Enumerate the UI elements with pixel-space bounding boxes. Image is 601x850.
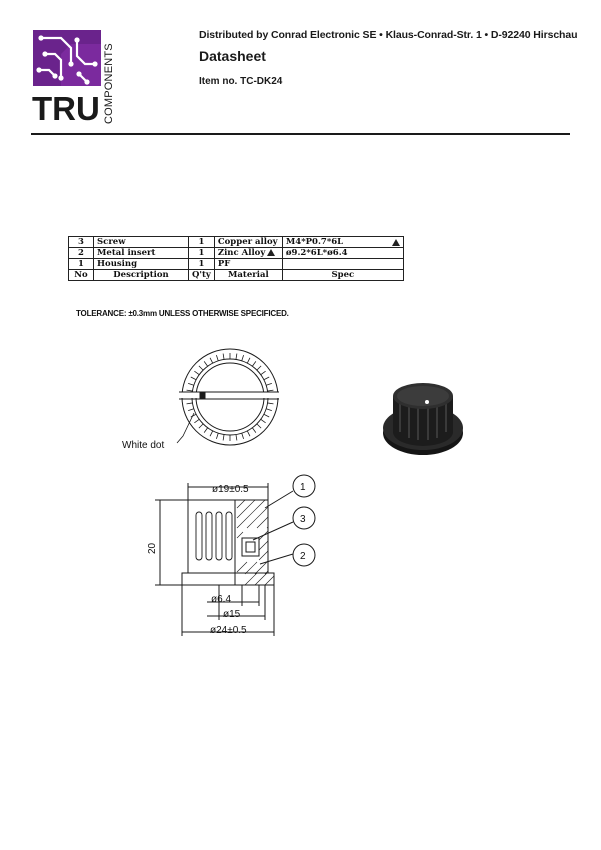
table-row <box>69 237 404 248</box>
logo-tagline: COMPONENTS <box>103 43 115 124</box>
bill-of-materials-table <box>68 236 404 281</box>
knurl-line <box>210 358 213 363</box>
cell-material: PF <box>214 259 282 270</box>
knurl-line <box>216 433 218 439</box>
knurl-line <box>242 433 244 439</box>
dimension-insert-diameter: ø6.4 <box>211 594 232 605</box>
knurl-line <box>236 354 237 360</box>
header-description: Description <box>94 270 189 281</box>
knurl-line <box>257 366 261 370</box>
dimension-height: 20 <box>147 542 158 554</box>
callout-2: 2 <box>300 551 306 562</box>
knurl-line <box>268 403 274 404</box>
knurl-line <box>191 377 196 380</box>
knurl-line <box>252 428 256 433</box>
knurl-line <box>257 424 261 428</box>
logo-graphic <box>31 30 131 126</box>
knurl-line <box>204 361 208 366</box>
cell-description: Screw <box>94 237 189 248</box>
cell-qty: 1 <box>189 259 215 270</box>
knurl-line <box>236 435 237 441</box>
knurl-line <box>216 355 218 361</box>
tru-components-logo <box>31 30 131 126</box>
product-photo <box>378 376 468 462</box>
cell-spec <box>282 237 403 248</box>
knurl-line <box>187 390 193 391</box>
knurl-line <box>199 366 203 370</box>
knurl-line <box>261 371 266 375</box>
top-view <box>177 349 281 445</box>
header-material: Material <box>214 270 282 281</box>
page-title: Datasheet <box>199 48 266 64</box>
spec-text: M4*P0.7*6L <box>285 237 344 247</box>
table-row <box>69 259 404 270</box>
cell-description: Housing <box>94 259 189 270</box>
material-text: Zinc Alloy <box>217 248 266 258</box>
knurl-line <box>261 419 266 423</box>
cell-description: Metal insert <box>94 248 189 259</box>
cell-spec <box>282 259 403 270</box>
warning-triangle-icon <box>392 239 400 246</box>
knurl-line <box>194 419 199 423</box>
knurl-line <box>187 403 193 404</box>
white-dot-label: White dot <box>122 440 165 451</box>
dimension-inner-diameter: ø15 <box>223 609 241 620</box>
knurl-line <box>266 383 272 385</box>
header-qty: Q'ty <box>189 270 215 281</box>
knurl-line <box>247 358 250 363</box>
knurl-line <box>188 383 194 385</box>
cell-qty: 1 <box>189 248 215 259</box>
knurl-line <box>223 354 224 360</box>
knurl-line <box>264 414 269 417</box>
knurl-line <box>247 431 250 436</box>
knurl-line <box>223 435 224 441</box>
tolerance-note: TOLERANCE: ±0.3mm UNLESS OTHERWISE SPECIFICED. <box>76 309 289 318</box>
knurl-line <box>264 377 269 380</box>
header-no: No <box>69 270 94 281</box>
knurl-line <box>268 390 274 391</box>
knurl-line <box>199 424 203 428</box>
cell-qty: 1 <box>189 237 215 248</box>
logo-wordmark: TRU <box>32 90 100 126</box>
header-divider <box>31 133 570 135</box>
distributor-line: Distributed by Conrad Electronic SE • Klaus-Conrad-Str. 1 • D-92240 Hirschau <box>199 29 578 41</box>
table-header-row <box>69 270 404 281</box>
item-number: Item no. TC-DK24 <box>199 76 283 87</box>
white-dot-marker <box>425 400 429 404</box>
knurl-line <box>266 409 272 411</box>
callout-3: 3 <box>300 514 306 525</box>
cell-no: 3 <box>69 237 94 248</box>
dimension-top-diameter: ø19±0.5 <box>212 484 249 495</box>
knurl-line <box>204 428 208 433</box>
cell-material <box>214 248 282 259</box>
warning-triangle-icon <box>267 249 275 256</box>
cell-spec: ø9.2*6L*ø6.4 <box>282 248 403 259</box>
knurl-line <box>242 355 244 361</box>
dimension-base-diameter: ø24±0.5 <box>210 625 247 636</box>
knurl-line <box>252 361 256 366</box>
table-row <box>69 248 404 259</box>
knurl-line <box>194 371 199 375</box>
header-spec: Spec <box>282 270 403 281</box>
knurl-line <box>188 409 194 411</box>
cell-no: 1 <box>69 259 94 270</box>
callout-1: 1 <box>300 482 306 493</box>
knurl-line <box>210 431 213 436</box>
cell-material: Copper alloy <box>214 237 282 248</box>
technical-drawing <box>95 340 335 650</box>
cell-no: 2 <box>69 248 94 259</box>
